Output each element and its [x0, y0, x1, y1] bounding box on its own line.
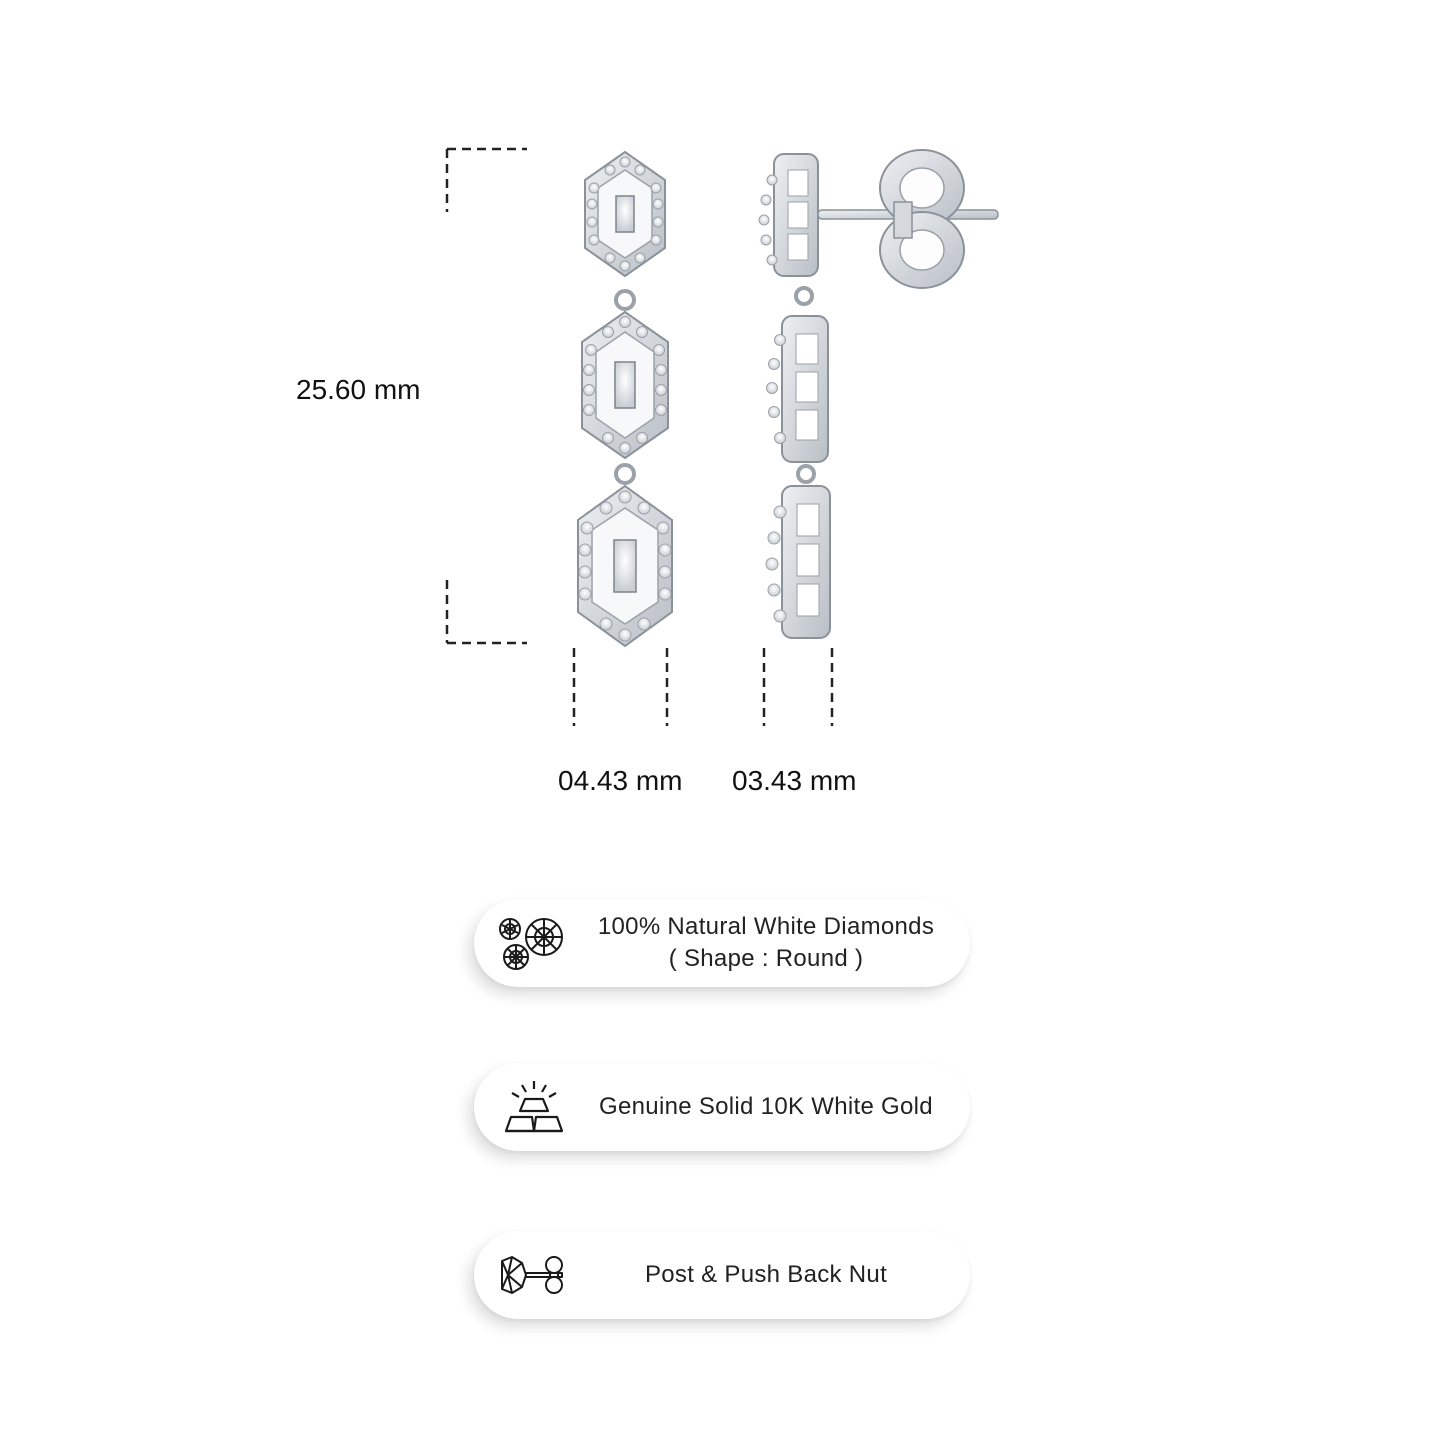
- feature-gold-line1: Genuine Solid 10K White Gold: [599, 1093, 933, 1120]
- height-dimension-label: 25.60 mm: [296, 374, 421, 405]
- gold-bars-icon: [498, 1077, 570, 1137]
- side-width-dimension-label: 03.43 mm: [732, 765, 857, 796]
- front-width-dimension-label: 04.43 mm: [558, 765, 683, 796]
- feature-diamonds-line1: 100% Natural White Diamonds: [597, 913, 935, 940]
- feature-post-line1: Post & Push Back Nut: [644, 1261, 888, 1288]
- feature-pill-gold: [474, 1063, 970, 1151]
- diamonds-icon: [498, 913, 570, 973]
- post-push-back-icon: [498, 1245, 570, 1305]
- feature-diamonds-line2: ( Shape : Round ): [668, 945, 864, 972]
- feature-pill-diamonds: [474, 899, 970, 987]
- feature-pill-post-push-back: [474, 1231, 970, 1319]
